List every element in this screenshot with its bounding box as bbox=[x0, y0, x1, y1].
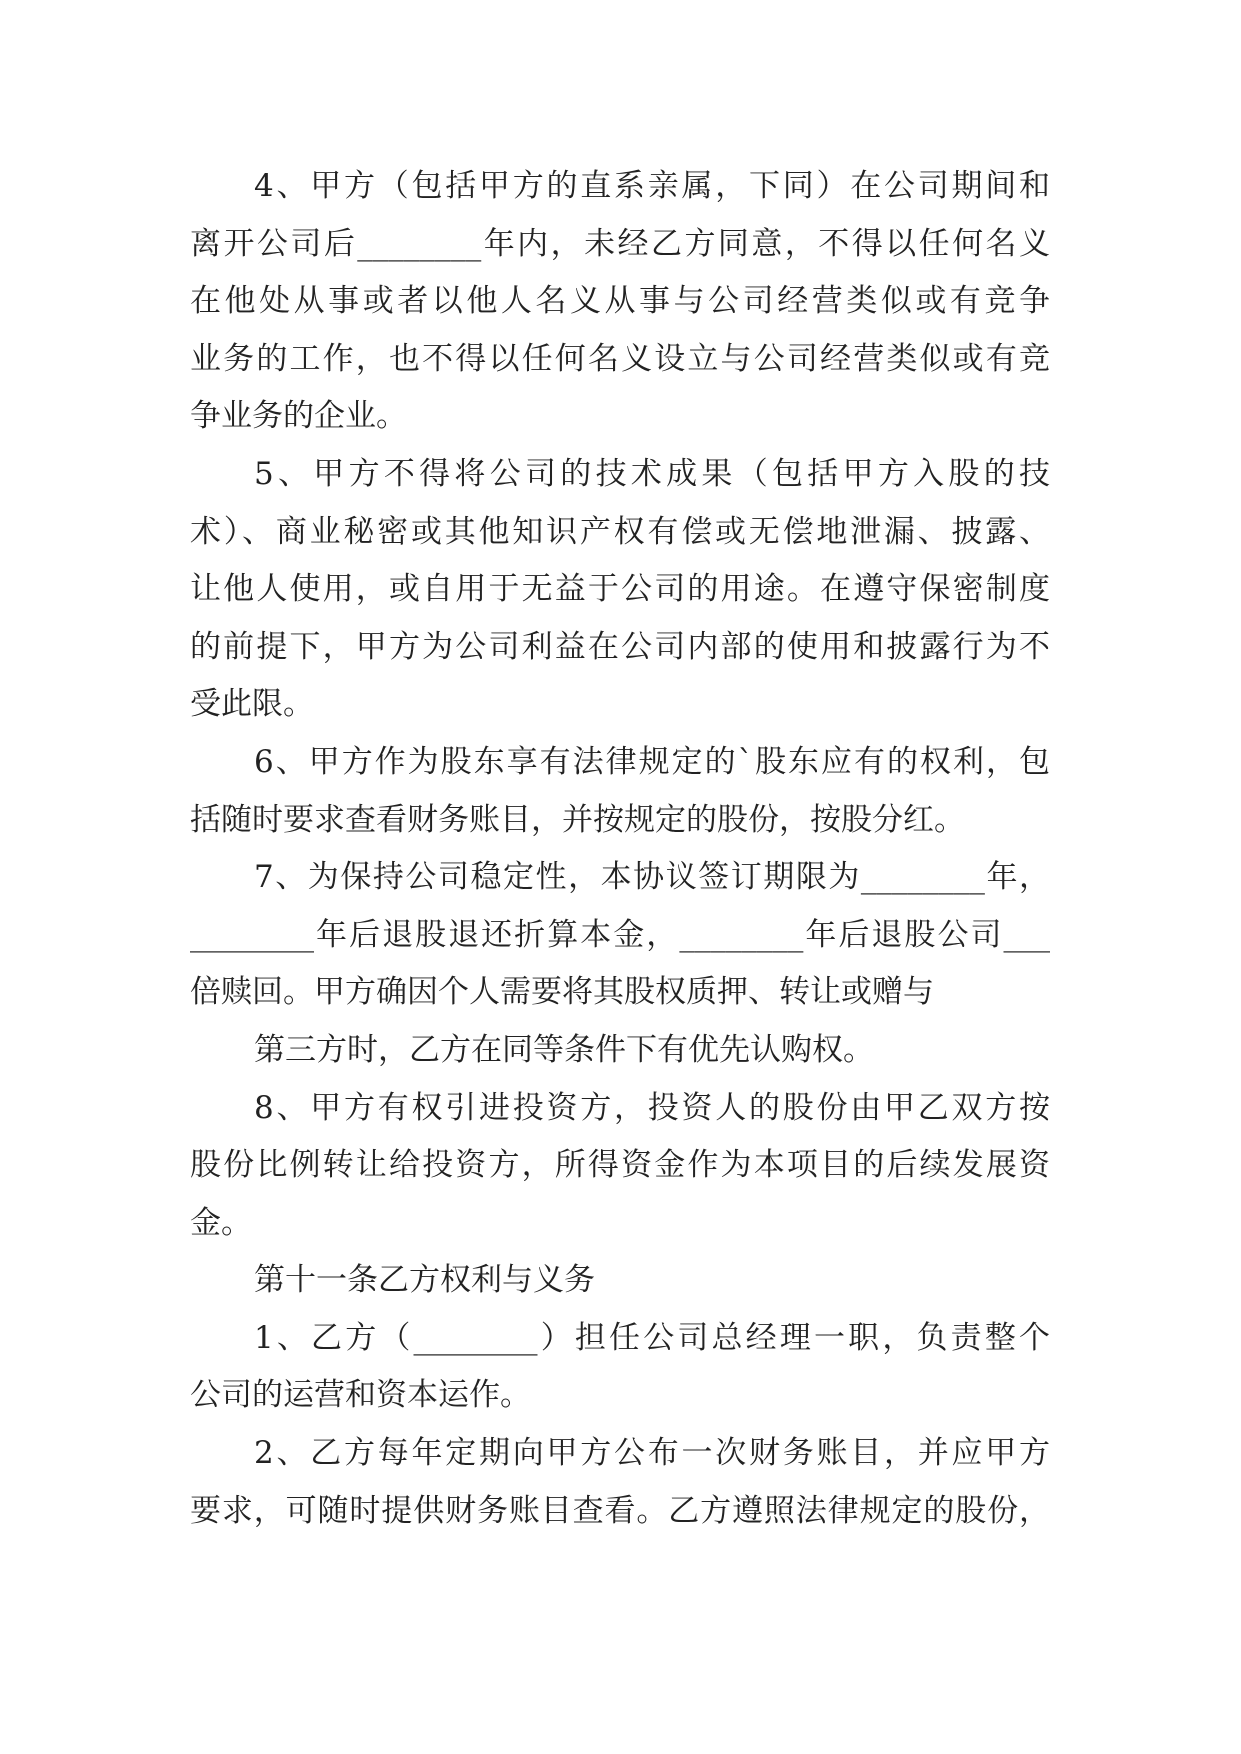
text-line: 要求，可随时提供财务账目查看。乙方遵照法律规定的股份， bbox=[190, 1492, 1050, 1529]
text-line: 在他处从事或者以他人名义从事与公司经营类似或有竞争 bbox=[190, 283, 1050, 320]
text-line: 括随时要求查看财务账目，并按规定的股份，按股分红。 bbox=[190, 801, 965, 838]
text-line: 金。 bbox=[190, 1204, 252, 1241]
text-line: 6、甲方作为股东享有法律规定的`股东应有的权利，包 bbox=[254, 743, 1050, 780]
text-line: 倍赎回。甲方确因个人需要将其股权质押、转让或赠与 bbox=[190, 974, 934, 1011]
text-line: 离开公司后________年内，未经乙方同意，不得以任何名义 bbox=[190, 225, 1050, 262]
text-line: 公司的运营和资本运作。 bbox=[190, 1377, 531, 1414]
text-line: 受此限。 bbox=[190, 686, 314, 723]
text-line: 股份比例转让给投资方，所得资金作为本项目的后续发展资 bbox=[190, 1147, 1050, 1184]
text-line: 1、乙方（________）担任公司总经理一职，负责整个 bbox=[254, 1319, 1050, 1356]
text-line: 8、甲方有权引进投资方，投资人的股份由甲乙双方按 bbox=[254, 1089, 1050, 1126]
section-heading: 第十一条乙方权利与义务 bbox=[254, 1262, 595, 1299]
text-line: 术）、商业秘密或其他知识产权有偿或无偿地泄漏、披露、 bbox=[190, 513, 1050, 550]
text-line: 5、甲方不得将公司的技术成果（包括甲方入股的技 bbox=[254, 455, 1050, 492]
text-line: 让他人使用，或自用于无益于公司的用途。在遵守保密制度 bbox=[190, 571, 1050, 608]
text-line: 第三方时，乙方在同等条件下有优先认购权。 bbox=[254, 1031, 874, 1068]
text-line: 4、甲方（包括甲方的直系亲属，下同）在公司期间和 bbox=[254, 168, 1050, 204]
text-line: 业务的工作，也不得以任何名义设立与公司经营类似或有竞 bbox=[190, 340, 1050, 377]
contract-text bbox=[190, 158, 1050, 1540]
text-line: ________年后退股退还折算本金，________年后退股公司___ bbox=[190, 916, 1050, 953]
text-line: 7、为保持公司稳定性，本协议签订期限为________年， bbox=[254, 859, 1050, 896]
text-line: 2、乙方每年定期向甲方公布一次财务账目，并应甲方 bbox=[254, 1435, 1050, 1472]
text-line: 争业务的企业。 bbox=[190, 398, 407, 435]
text-line: 的前提下，甲方为公司利益在公司内部的使用和披露行为不 bbox=[190, 628, 1050, 665]
